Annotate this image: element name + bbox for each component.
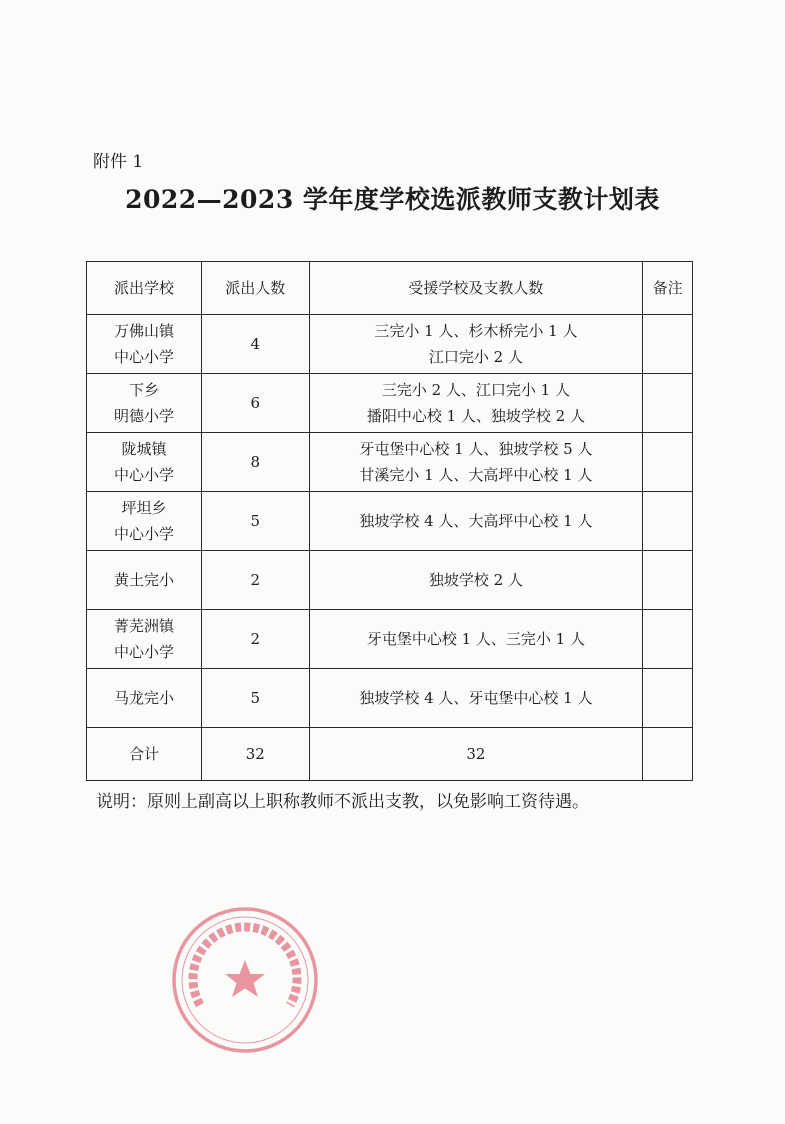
recipients-cell (309, 669, 643, 728)
table-header-row (87, 262, 693, 315)
recipients-line: 牙屯堡中心校 1 人、独坡学校 5 人 (359, 440, 593, 458)
header-count: 派出人数 (201, 262, 309, 315)
note-cell (643, 551, 693, 610)
recipients-line: 播阳中心校 1 人、独坡学校 2 人 (366, 407, 585, 425)
recipients-cell (309, 374, 643, 433)
plan-table (86, 261, 693, 781)
school-cell (87, 669, 202, 728)
table-row (87, 551, 693, 610)
table-row (87, 374, 693, 433)
school-line: 中心小学 (113, 643, 174, 661)
school-line: 黄土完小 (113, 571, 174, 589)
school-line: 坪坦乡 (121, 499, 167, 517)
school-line: 菁芜洲镇 (113, 617, 174, 635)
count-cell: 4 (201, 315, 309, 374)
page-title: 2022—2023 学年度学校选派教师支教计划表 (125, 185, 660, 214)
recipients-line: 牙屯堡中心校 1 人、三完小 1 人 (366, 630, 585, 648)
school-cell (87, 492, 202, 551)
footnote: 说明：原则上副高以上职称教师不派出支教，以免影响工资待遇。 (96, 792, 589, 812)
total-count-cell: 32 (201, 728, 309, 781)
official-seal-icon (170, 905, 320, 1055)
table-row (87, 433, 693, 492)
note-cell (643, 669, 693, 728)
note-cell (643, 492, 693, 551)
recipients-line: 江口完小 2 人 (428, 348, 523, 366)
school-line: 中心小学 (113, 466, 174, 484)
school-line: 明德小学 (113, 407, 174, 425)
school-cell (87, 374, 202, 433)
recipients-line: 三完小 2 人、江口完小 1 人 (381, 381, 570, 399)
recipients-cell (309, 315, 643, 374)
count-cell: 5 (201, 492, 309, 551)
count-cell: 2 (201, 610, 309, 669)
recipients-cell (309, 610, 643, 669)
note-cell (643, 315, 693, 374)
table-row (87, 315, 693, 374)
recipients-cell (309, 492, 643, 551)
seal-star (225, 960, 265, 997)
school-line: 中心小学 (113, 348, 174, 366)
school-line: 万佛山镇 (113, 322, 174, 340)
school-line: 马龙完小 (113, 689, 174, 707)
table-row (87, 610, 693, 669)
school-line: 下乡 (128, 381, 159, 399)
total-row (87, 728, 693, 781)
note-cell (643, 433, 693, 492)
recipients-line: 甘溪完小 1 人、大高坪中心校 1 人 (359, 466, 593, 484)
count-cell: 2 (201, 551, 309, 610)
header-sending-school: 派出学校 (87, 262, 202, 315)
school-cell (87, 433, 202, 492)
school-cell (87, 551, 202, 610)
table-row (87, 492, 693, 551)
recipients-line: 独坡学校 4 人、大高坪中心校 1 人 (359, 512, 593, 530)
count-cell: 5 (201, 669, 309, 728)
attachment-label: 附件 1 (93, 152, 144, 172)
school-line: 中心小学 (113, 525, 174, 543)
recipients-cell (309, 433, 643, 492)
header-recipients: 受援学校及支教人数 (309, 262, 643, 315)
recipients-line: 独坡学校 2 人 (428, 571, 523, 589)
recipients-line: 三完小 1 人、杉木桥完小 1 人 (374, 322, 578, 340)
table-row (87, 669, 693, 728)
note-cell (643, 374, 693, 433)
recipients-cell (309, 551, 643, 610)
school-cell (87, 610, 202, 669)
recipients-line: 独坡学校 4 人、牙屯堡中心校 1 人 (359, 689, 593, 707)
total-note-cell (643, 728, 693, 781)
count-cell: 6 (201, 374, 309, 433)
school-cell (87, 315, 202, 374)
total-label-cell: 合计 (87, 728, 202, 781)
count-cell: 8 (201, 433, 309, 492)
note-cell (643, 610, 693, 669)
school-line: 陇城镇 (121, 440, 167, 458)
total-recipients-cell: 32 (309, 728, 643, 781)
header-note: 备注 (643, 262, 693, 315)
